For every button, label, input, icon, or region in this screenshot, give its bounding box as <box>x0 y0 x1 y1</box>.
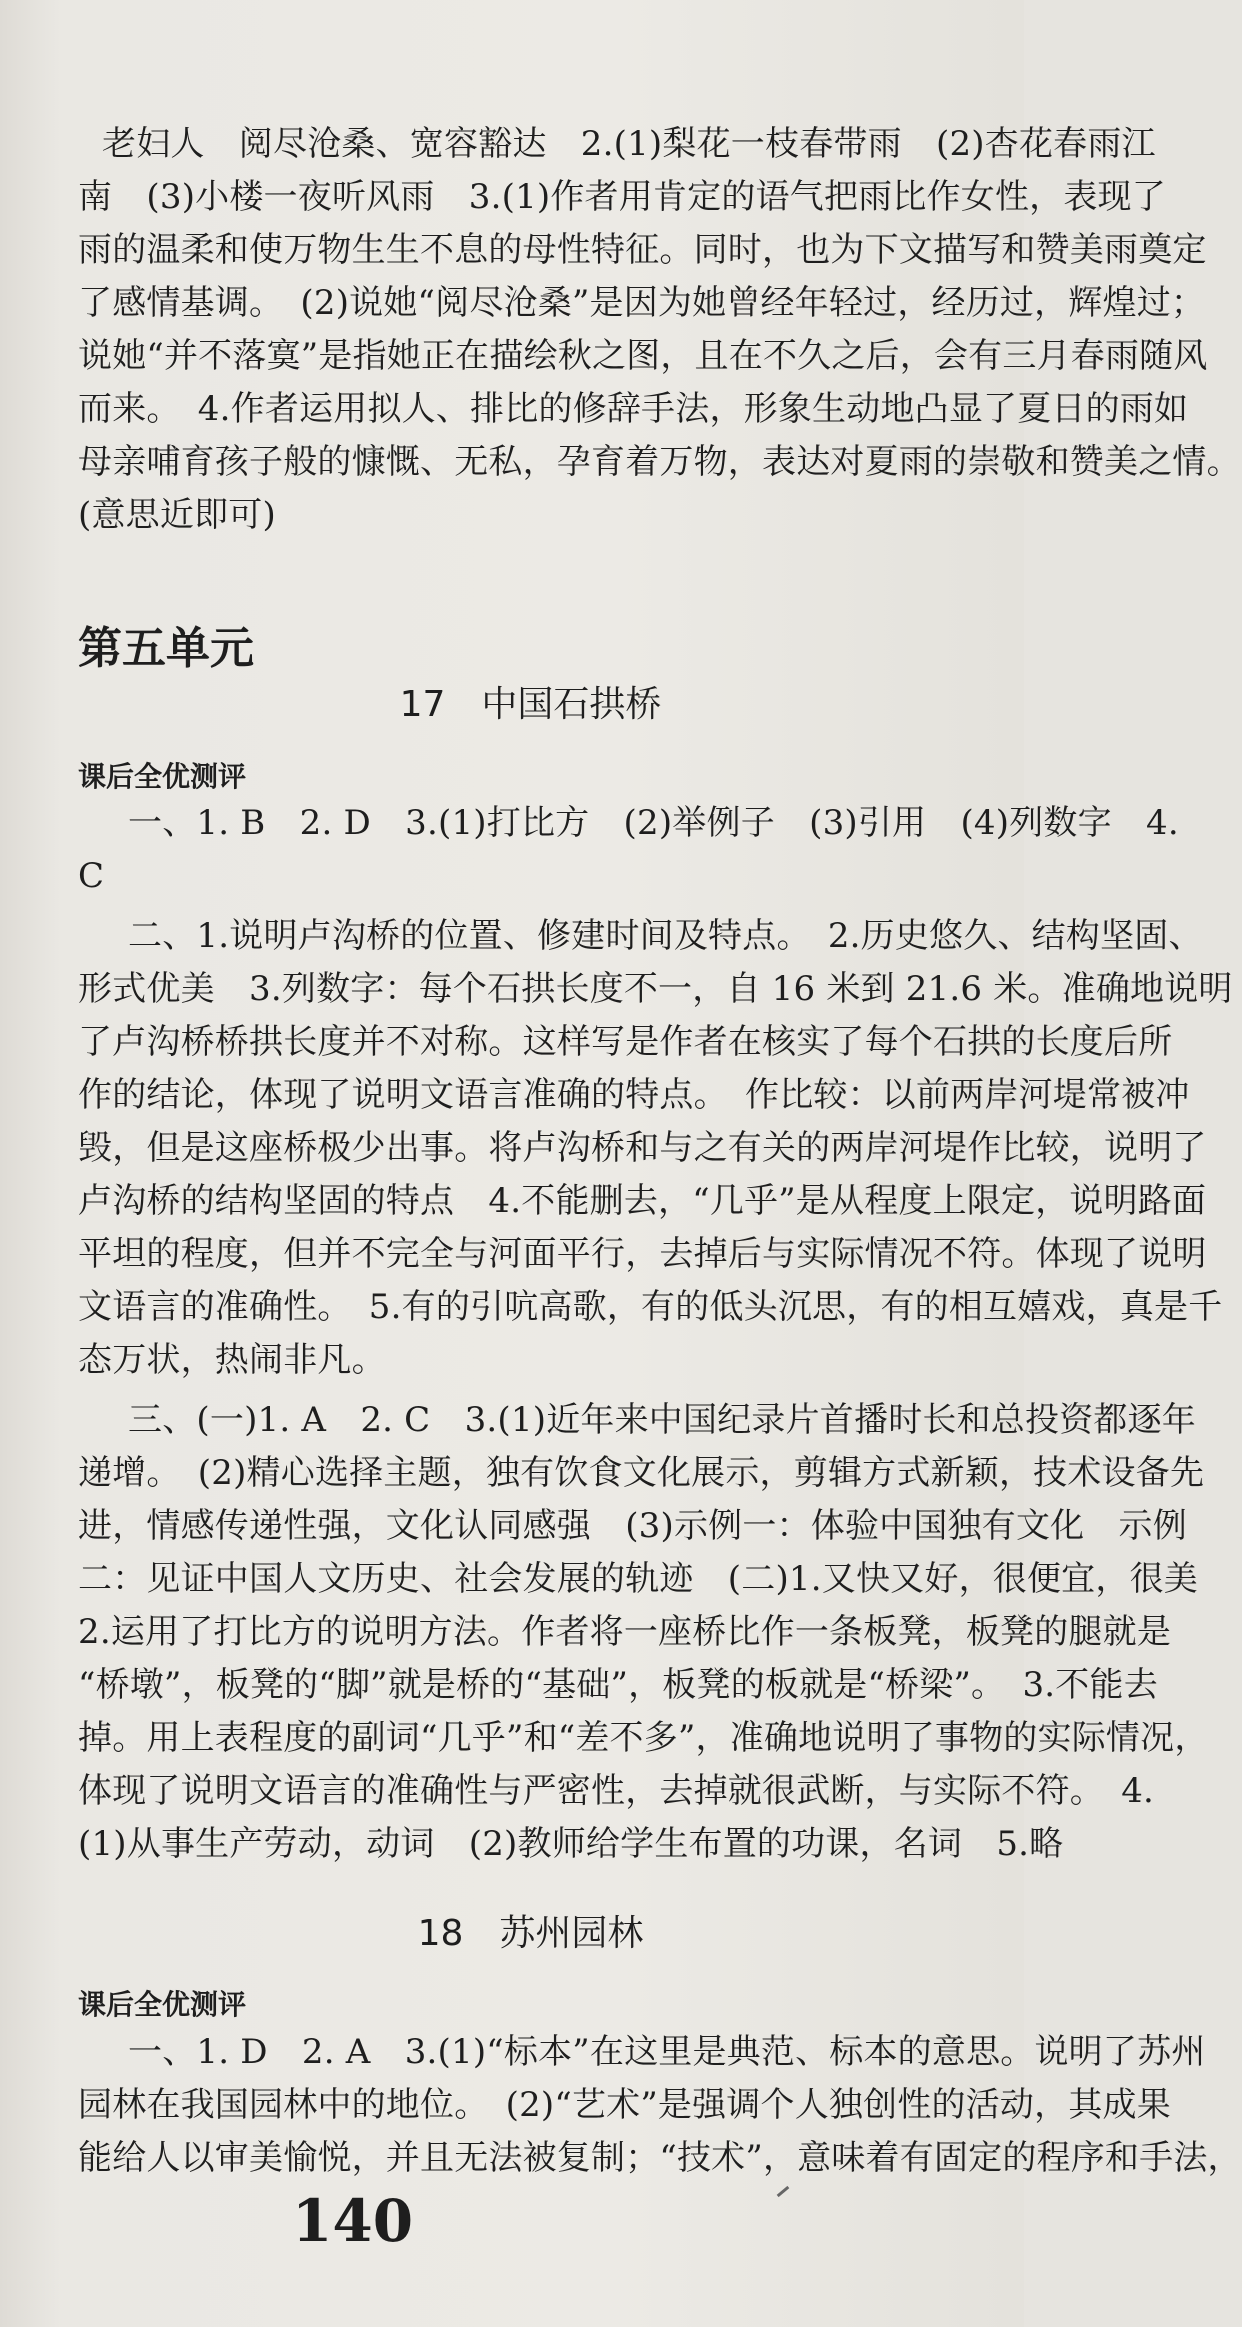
text-line: C <box>78 856 105 896</box>
text-line: 了感情基调。 (2)说她“阅尽沧桑”是因为她曾经年轻过，经历过，辉煌过； <box>78 283 1206 323</box>
text-line: “桥墩”，板凳的“脚”就是桥的“基础”，板凳的板就是“桥梁”。 3.不能去 <box>78 1665 1158 1705</box>
text-line: 作的结论，体现了说明文语言准确的特点。 作比较：以前两岸河堤常被冲 <box>78 1075 1190 1115</box>
text-line: 体现了说明文语言的准确性与严密性，去掉就很武断，与实际不符。 4. <box>78 1771 1155 1811</box>
text-line: 老妇人 阅尽沧桑、宽容豁达 2.(1)梨花一枝春带雨 (2)杏花春雨江 <box>102 124 1156 164</box>
text-line: 毁，但是这座桥极少出事。将卢沟桥和与之有关的两岸河堤作比较，说明了 <box>78 1128 1207 1168</box>
answer-block-previous <box>78 118 1241 542</box>
section-label: 课后全优测评 <box>78 760 247 793</box>
text-line: 能给人以审美愉悦，并且无法被复制；“技术”，意味着有固定的程序和手法， <box>78 2138 1242 2178</box>
text-line: 三、(一)1. A 2. C 3.(1)近年来中国纪录片首播时长和总投资都逐年 <box>128 1400 1196 1440</box>
text-line: 二：见证中国人文历史、社会发展的轨迹 (二)1.又快又好，很便宜，很美 <box>78 1559 1198 1599</box>
answer-part-1 <box>78 797 1179 903</box>
text-line: 南 (3)小楼一夜听风雨 3.(1)作者用肯定的语气把雨比作女性，表现了 <box>78 177 1166 217</box>
text-line: 文语言的准确性。 5.有的引吭高歌，有的低头沉思，有的相互嬉戏，真是千 <box>78 1287 1223 1327</box>
lesson-title: 18 苏州园林 <box>417 1913 644 1954</box>
text-line: 形式优美 3.列数字：每个石拱长度不一，自 16 米到 21.6 米。准确地说明 <box>78 969 1233 1009</box>
answer-part-3 <box>78 1394 1209 1871</box>
text-line: 园林在我国园林中的地位。 (2)“艺术”是强调个人独创性的活动，其成果 <box>78 2085 1171 2125</box>
unit-title: 第五单元 <box>78 623 254 674</box>
page-number: 140 <box>292 2187 414 2255</box>
text-line: 而来。 4.作者运用拟人、排比的修辞手法，形象生动地凸显了夏日的雨如 <box>78 389 1189 429</box>
text-line: (1)从事生产劳动，动词 (2)教师给学生布置的功课，名词 5.略 <box>78 1824 1064 1864</box>
text-line: 母亲哺育孩子般的慷慨、无私，孕育着万物，表达对夏雨的崇敬和赞美之情。 <box>78 442 1241 482</box>
answer-part-1 <box>78 2026 1242 2185</box>
text-line: 一、1. B 2. D 3.(1)打比方 (2)举例子 (3)引用 (4)列数字 4. <box>128 803 1179 843</box>
text-line: 说她“并不落寞”是指她正在描绘秋之图，且在不久之后，会有三月春雨随风 <box>78 336 1208 376</box>
text-line: 卢沟桥的结构坚固的特点 4.不能删去，“几乎”是从程度上限定，说明路面 <box>78 1181 1207 1221</box>
text-line: 2.运用了打比方的说明方法。作者将一座桥比作一条板凳，板凳的腿就是 <box>78 1612 1172 1652</box>
text-line: 了卢沟桥桥拱长度并不对称。这样写是作者在核实了每个石拱的长度后所 <box>78 1022 1173 1062</box>
pen-mark <box>777 2186 790 2197</box>
text-line: 雨的温柔和使万物生生不息的母性特征。同时，也为下文描写和赞美雨奠定 <box>78 230 1207 270</box>
section-label: 课后全优测评 <box>78 1988 247 2021</box>
text-line: 一、1. D 2. A 3.(1)“标本”在这里是典范、标本的意思。说明了苏州 <box>128 2032 1206 2072</box>
text-line: 二、1.说明卢沟桥的位置、修建时间及特点。 2.历史悠久、结构坚固、 <box>128 916 1203 956</box>
text-line: 态万状，热闹非凡。 <box>78 1340 386 1380</box>
text-line: 进，情感传递性强，文化认同感强 (3)示例一：体验中国独有文化 示例 <box>78 1506 1187 1546</box>
text-line: 平坦的程度，但并不完全与河面平行，去掉后与实际情况不符。体现了说明 <box>78 1234 1207 1274</box>
answer-part-2 <box>78 910 1233 1387</box>
text-line: 掉。用上表程度的副词“几乎”和“差不多”，准确地说明了事物的实际情况， <box>78 1718 1209 1758</box>
text-line: 递增。 (2)精心选择主题，独有饮食文化展示，剪辑方式新颖，技术设备先 <box>78 1453 1205 1493</box>
lesson-title: 17 中国石拱桥 <box>399 684 662 725</box>
text-line: (意思近即可) <box>78 495 276 535</box>
